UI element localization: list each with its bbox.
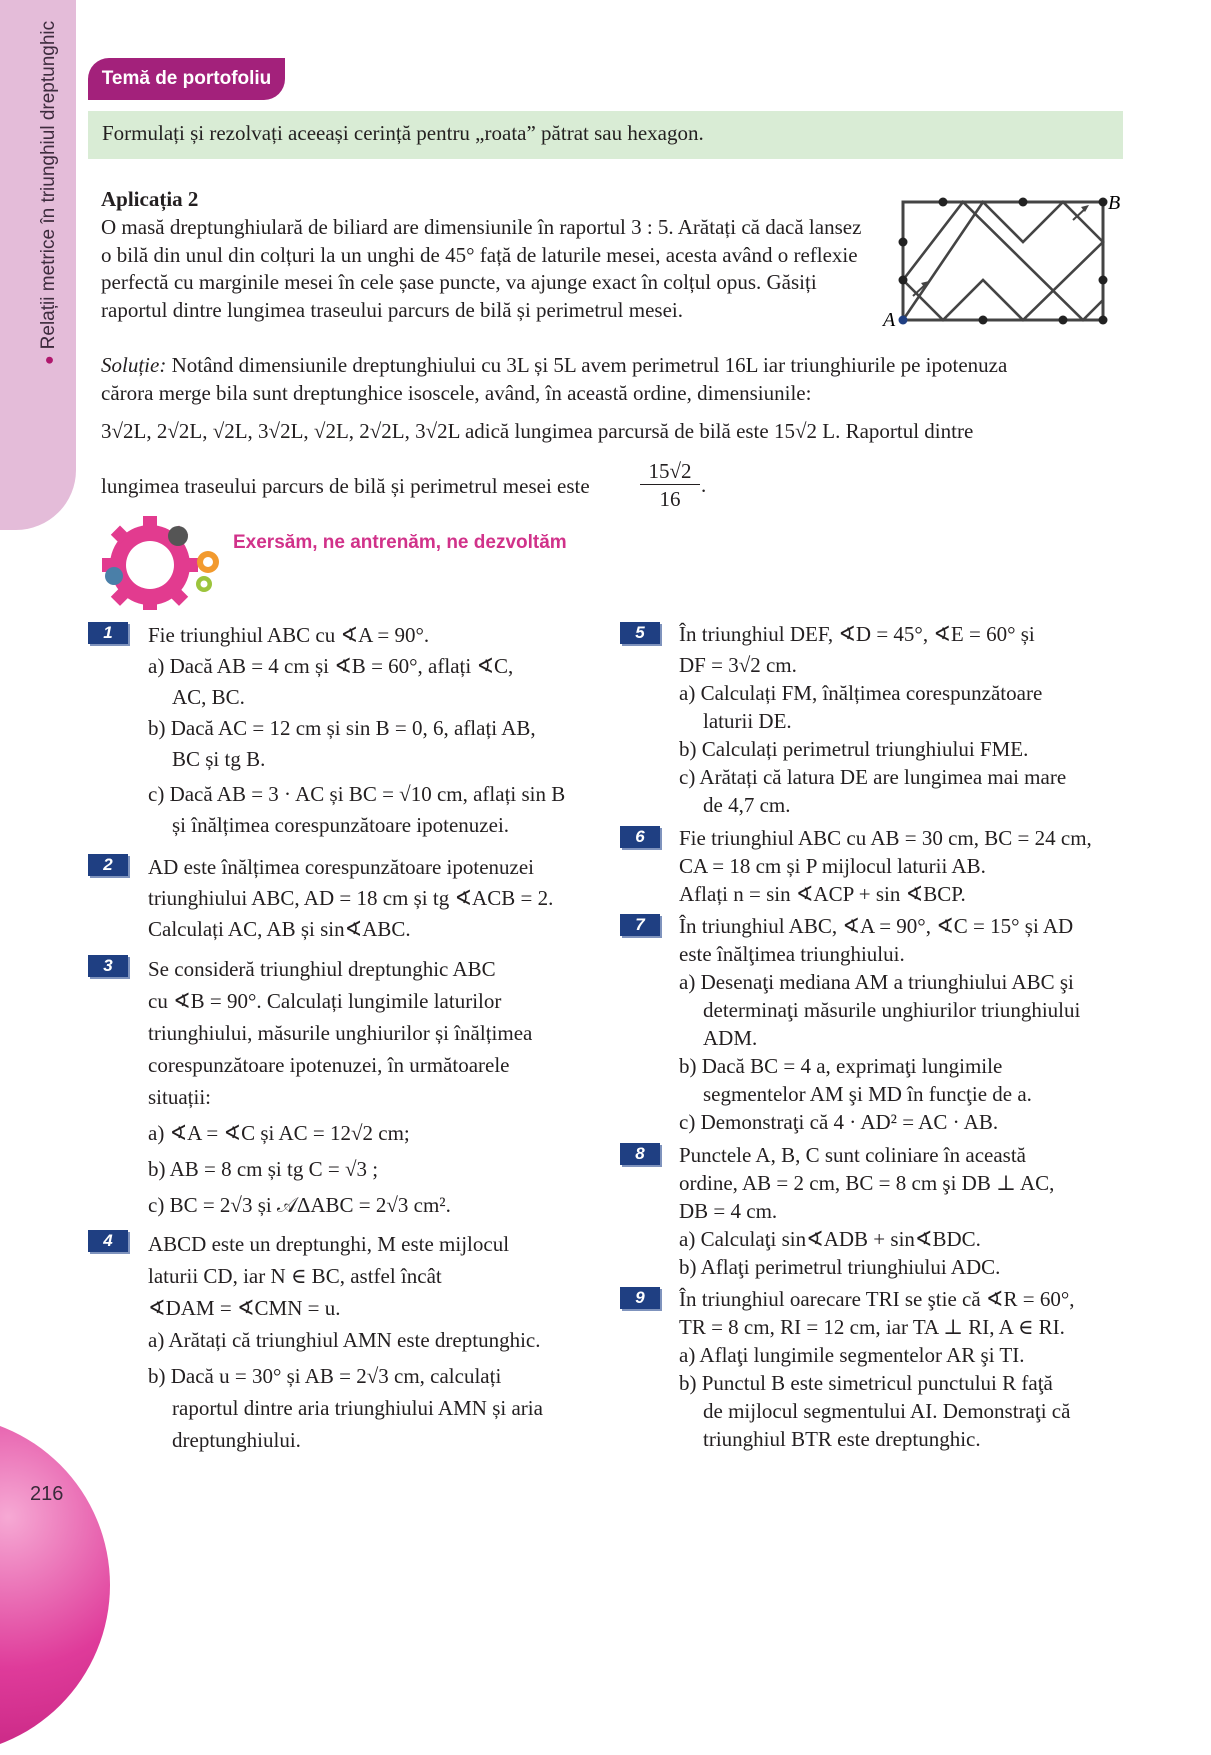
- exercise-number-badge: 7: [620, 914, 660, 936]
- exercise-number-badge: 5: [620, 622, 660, 644]
- fraction-numerator: 15√2: [640, 458, 700, 485]
- exercise-number-badge: 4: [88, 1230, 128, 1252]
- application-body: O masă dreptunghiulară de biliard are dimensiunile în raportul 3 : 5. Arătați că dacă lansez o bilă din unul din colțuri la un unghi de 45° față de laturile mesei, acesta având o reflexie perfectă cu marginile mesei în cele șase puncte, va ajunge exact în colțul opus. Găsiți raportul dintre lungimea traseului parcurs de bilă și perimetrul mesei.: [101, 215, 862, 322]
- exercise-3: Se consideră triunghiul dreptunghic ABC cu ∢B = 90°. Calculați lungimile laturilor triunghiului, măsurile unghiurilor și înălțimea corespunzătoare ipotenuzei, în următoarele situații: a) ∢A = ∢C și AC = 12√2 cm; b) AB = 8 cm și tg C = √3 ; c) BC = 2√3 și 𝒜ΔABC = 2√3 cm².: [148, 957, 533, 1217]
- period: .: [701, 473, 707, 497]
- exercise-2: AD este înălțimea corespunzătoare ipotenuzei triunghiului ABC, AD = 18 cm și tg ∢ACB = 2. Calculați AC, AB și sin∢ABC.: [148, 855, 554, 941]
- solution-lengths: 3√2L, 2√2L, √2L, 3√2L, √2L, 2√2L, 3√2L adică lungimea parcursă de bilă este 15√2 L. Raportul dintre: [101, 419, 974, 443]
- exercise-9: În triunghiul oarecare TRI se ştie că ∢R = 60°, TR = 8 cm, RI = 12 cm, iar TA ⊥ RI, A ∈ RI. a) Aflaţi lungimile segmentelor AR şi TI. b) Punctul B este simetricul punctului R faţă de mijlocul segmentului AI. Demonstraţi că triunghiul BTR este dreptunghic.: [679, 1287, 1075, 1451]
- exercise-8: Punctele A, B, C sunt coliniare în această ordine, AB = 2 cm, BC = 8 cm şi DB ⊥ AC, DB = 4 cm. a) Calculaţi sin∢ADB + sin∢BDC. b) Aflaţi perimetrul triunghiului ADC.: [679, 1143, 1055, 1279]
- exercise-1: Fie triunghiul ABC cu ∢A = 90°. a) Dacă AB = 4 cm și ∢B = 60°, aflați ∢C, AC, BC. b) Dacă AC = 12 cm și sin B = 0, 6, aflați AB, BC și tg B. c) Dacă AB = 3 · AC și BC = √10 cm, aflați sin B și înălțimea corespunzătoare ipotenuzei.: [148, 623, 566, 837]
- solution-label: Soluție:: [101, 353, 167, 377]
- portfolio-task: Formulați și rezolvați aceeași cerință pentru „roata” pătrat sau hexagon.: [88, 111, 1123, 159]
- exercise-6: Fie triunghiul ABC cu AB = 30 cm, BC = 24 cm, CA = 18 cm și P mijlocul laturii AB. Aflați n = sin ∢ACP + sin ∢BCP.: [679, 826, 1092, 906]
- exercise-number-badge: 9: [620, 1287, 660, 1309]
- exercise-number-badge: 6: [620, 826, 660, 848]
- exercise-5: În triunghiul DEF, ∢D = 45°, ∢E = 60° și DF = 3√2 cm. a) Calculați FM, înălțimea corespunzătoare laturii DE. b) Calculați perimetrul triunghiului FME. c) Arătați că latura DE are lungimea mai mare de 4,7 cm.: [679, 622, 1067, 817]
- solution-paragraph: [101, 352, 1061, 407]
- chapter-title: ●Relații metrice în triunghiul dreptunghic: [38, 20, 59, 365]
- exercise-7: În triunghiul ABC, ∢A = 90°, ∢C = 15° și AD este înălţimea triunghiului. a) Desenaţi mediana AM a triunghiului ABC şi determinaţi măsurile unghiurilor triunghiului ADM. b) Dacă BC = 4 a, exprimaţi lungimile segmentelor AM şi MD în funcţie de a. c) Demonstraţi că 4 · AD² = AC · AB.: [679, 914, 1081, 1134]
- gears-illustration-icon: [88, 510, 228, 610]
- portfolio-badge: Temă de portofoliu: [88, 58, 285, 100]
- exercise-number-badge: 3: [88, 955, 128, 977]
- exercise-number-badge: 1: [88, 622, 128, 644]
- ratio-fraction: [640, 458, 700, 513]
- point-b-label: B: [1108, 192, 1121, 214]
- solution-ratio-text: lungimea traseului parcurs de bilă și perimetrul mesei este: [101, 474, 590, 498]
- bullet-icon: ●: [41, 355, 58, 365]
- solution-text: Notând dimensiunile dreptunghiului cu 3L și 5L avem perimetrul 16L iar triunghiurile pe ipotenuza cărora merge bila sunt dreptunghice isoscele, având, în această ordine, dimensiunile:: [101, 353, 1008, 405]
- exercise-4: ABCD este un dreptunghi, M este mijlocul laturii CD, iar N ∈ BC, astfel încât ∢DAM = ∢CMN = u. a) Arătați că triunghiul AMN este dreptunghic. b) Dacă u = 30° și AB = 2√3 cm, calculați raportul dintre aria triunghiului AMN și aria dreptunghiului.: [148, 1232, 543, 1452]
- exercises-heading: Exersăm, ne antrenăm, ne dezvoltăm: [233, 532, 567, 553]
- corner-decoration: [0, 1415, 110, 1755]
- application-title: Aplicația 2: [101, 187, 199, 211]
- point-a-label: A: [883, 309, 896, 331]
- exercise-number-badge: 2: [88, 854, 128, 876]
- page-number: 216: [30, 1483, 64, 1505]
- fraction-denominator: 16: [659, 487, 681, 511]
- exercise-number-badge: 8: [620, 1143, 660, 1165]
- billiard-table-diagram: [878, 190, 1148, 335]
